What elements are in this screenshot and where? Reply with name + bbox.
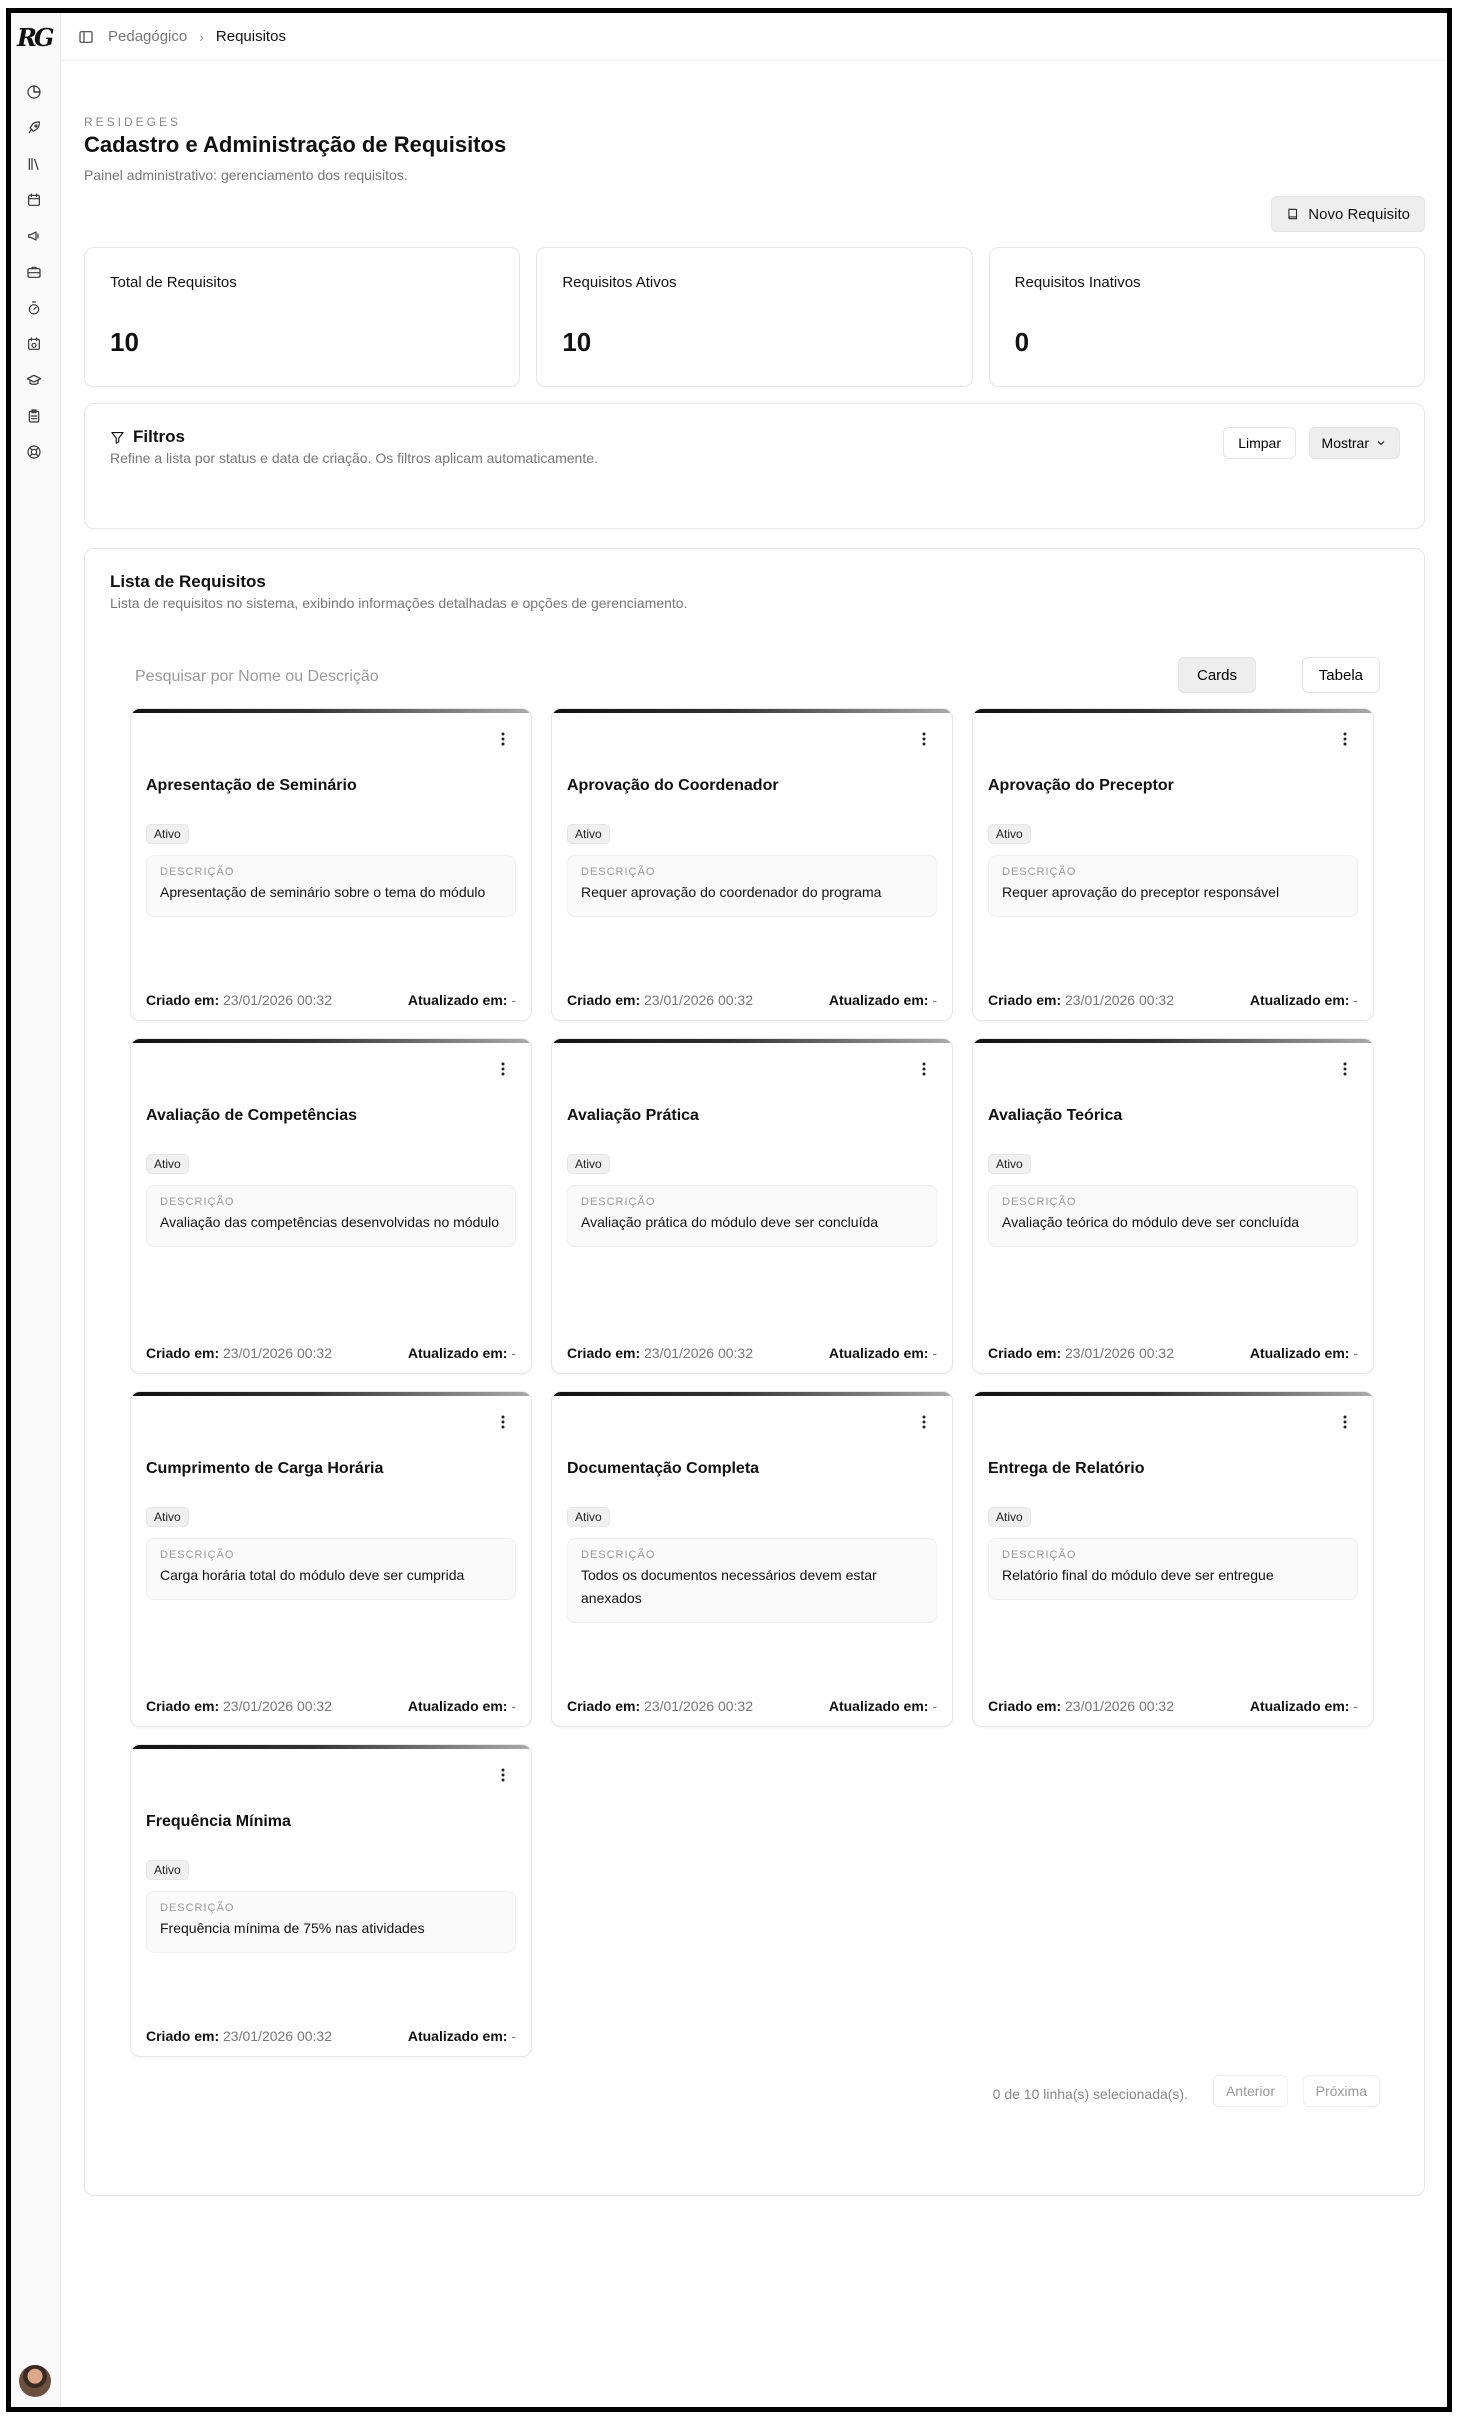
more-options-icon[interactable]: [918, 731, 930, 747]
updated-label: Atualizado em:: [407, 992, 508, 1008]
library-icon[interactable]: [24, 154, 44, 174]
updated-at: [408, 992, 516, 1008]
updated-value: -: [511, 1698, 516, 1714]
requirement-card[interactable]: [130, 708, 532, 1021]
description-text: Carga horária total do módulo deve ser cumprida: [160, 1567, 465, 1583]
requirement-name: Avaliação Teórica: [988, 1107, 1123, 1124]
filters-panel: [84, 403, 1425, 529]
new-requirement-label: Novo Requisito: [1308, 205, 1410, 223]
created-at: [146, 2028, 332, 2044]
breadcrumb-parent[interactable]: Pedagógico: [108, 28, 188, 45]
breadcrumb-current: Requisitos: [215, 28, 286, 45]
requirement-name: Documentação Completa: [567, 1460, 760, 1477]
updated-at: [408, 2028, 516, 2044]
chevron-right-icon: ›: [199, 28, 204, 45]
updated-value: -: [1353, 992, 1358, 1008]
created-at: [988, 1698, 1174, 1714]
card-footer: [146, 992, 516, 1008]
description-text: Requer aprovação do preceptor responsável: [1002, 884, 1280, 900]
description-box: [146, 1185, 516, 1247]
updated-label: Atualizado em:: [828, 1345, 929, 1361]
filters-title-text: Filtros: [133, 427, 185, 446]
description-box: [988, 1185, 1358, 1247]
requirement-name: Frequência Mínima: [146, 1813, 291, 1830]
filter-icon: [110, 430, 125, 445]
created-at: [567, 1345, 753, 1361]
stat-card-inactive: [989, 247, 1425, 387]
new-requirement-button[interactable]: [1271, 196, 1425, 232]
previous-page-button[interactable]: Anterior: [1213, 2075, 1288, 2107]
created-value: 23/01/2026 00:32: [644, 1698, 754, 1714]
updated-at: [829, 992, 937, 1008]
created-label: Criado em:: [988, 1698, 1062, 1714]
description-text: Avaliação prática do módulo deve ser concluída: [581, 1214, 879, 1230]
created-label: Criado em:: [567, 1698, 641, 1714]
description-label: DESCRIÇÃO: [160, 1902, 235, 1914]
updated-at: [408, 1345, 516, 1361]
card-footer: [988, 1345, 1358, 1361]
description-label: DESCRIÇÃO: [1002, 1196, 1077, 1208]
chevron-down-icon: [1375, 437, 1387, 449]
sidebar-toggle-icon[interactable]: [78, 29, 94, 45]
view-cards-button[interactable]: Cards: [1178, 657, 1256, 693]
requirement-card[interactable]: [551, 708, 953, 1021]
description-label: DESCRIÇÃO: [581, 1196, 656, 1208]
status-badge: Ativo: [567, 824, 610, 844]
description-label: DESCRIÇÃO: [1002, 866, 1077, 878]
description-box: [146, 1538, 516, 1600]
created-at: [988, 1345, 1174, 1361]
chart-pie-icon[interactable]: [24, 82, 44, 102]
description-box: [146, 1891, 516, 1953]
description-label: DESCRIÇÃO: [581, 1549, 656, 1561]
status-badge: Ativo: [988, 1154, 1031, 1174]
more-options-icon[interactable]: [497, 1414, 509, 1430]
selection-info: 0 de 10 linha(s) selecionada(s).: [992, 2086, 1188, 2102]
description-box: [567, 1185, 937, 1247]
main-area: [62, 13, 1447, 2407]
status-badge: Ativo: [146, 1507, 189, 1527]
card-footer: [567, 992, 937, 1008]
description-text: Avaliação teórica do módulo deve ser concluída: [1002, 1214, 1300, 1230]
stat-card-active: [536, 247, 972, 387]
card-footer: [988, 1698, 1358, 1714]
updated-at: [1250, 1345, 1358, 1361]
stat-value: 0: [1014, 327, 1030, 357]
updated-value: -: [932, 1698, 937, 1714]
page-eyebrow: RESIDEGES: [84, 115, 182, 129]
created-value: 23/01/2026 00:32: [1065, 1345, 1175, 1361]
updated-label: Atualizado em:: [828, 992, 929, 1008]
requirement-card[interactable]: [130, 1391, 532, 1727]
timer-icon[interactable]: [24, 298, 44, 318]
updated-label: Atualizado em:: [407, 2028, 508, 2044]
search-input[interactable]: [135, 662, 655, 692]
clear-filters-button[interactable]: Limpar: [1223, 427, 1296, 459]
created-label: Criado em:: [567, 1345, 641, 1361]
requirement-card[interactable]: [551, 1391, 953, 1727]
description-text: Apresentação de seminário sobre o tema do módulo: [160, 884, 486, 900]
status-badge: Ativo: [146, 824, 189, 844]
book-icon: [1286, 207, 1300, 221]
description-label: DESCRIÇÃO: [160, 1549, 235, 1561]
description-text: Requer aprovação do coordenador do programa: [581, 884, 882, 900]
calendar-clock-icon[interactable]: [24, 334, 44, 354]
requirement-card[interactable]: [972, 1038, 1374, 1374]
rocket-icon[interactable]: [24, 118, 44, 138]
updated-at: [829, 1698, 937, 1714]
created-at: [146, 992, 332, 1008]
description-box: [567, 1538, 937, 1623]
updated-label: Atualizado em:: [1249, 1698, 1350, 1714]
created-value: 23/01/2026 00:32: [644, 1345, 754, 1361]
updated-value: -: [932, 992, 937, 1008]
more-options-icon[interactable]: [1339, 1414, 1351, 1430]
requirement-name: Cumprimento de Carga Horária: [146, 1460, 384, 1477]
page-subtitle: Painel administrativo: gerenciamento dos requisitos.: [84, 167, 408, 183]
stat-value: 10: [110, 327, 139, 357]
created-value: 23/01/2026 00:32: [644, 992, 754, 1008]
status-badge: Ativo: [567, 1507, 610, 1527]
updated-at: [408, 1698, 516, 1714]
card-footer: [146, 1345, 516, 1361]
requirement-card[interactable]: [130, 1038, 532, 1374]
updated-label: Atualizado em:: [828, 1698, 929, 1714]
created-label: Criado em:: [988, 1345, 1062, 1361]
app-logo[interactable]: RG: [17, 23, 52, 52]
top-bar: [62, 13, 1447, 61]
calendar-icon[interactable]: [24, 190, 44, 210]
show-filters-label: Mostrar: [1321, 435, 1369, 451]
updated-label: Atualizado em:: [1249, 1345, 1350, 1361]
stat-label: Requisitos Inativos: [1014, 274, 1141, 291]
more-options-icon[interactable]: [497, 1767, 509, 1783]
stat-label: Total de Requisitos: [110, 274, 237, 291]
card-footer: [146, 2028, 516, 2044]
updated-label: Atualizado em:: [407, 1345, 508, 1361]
more-options-icon[interactable]: [497, 731, 509, 747]
description-label: DESCRIÇÃO: [1002, 1549, 1077, 1561]
created-value: 23/01/2026 00:32: [223, 1698, 333, 1714]
view-table-button[interactable]: Tabela: [1302, 657, 1380, 693]
requirements-list-panel: [84, 548, 1425, 2196]
more-options-icon[interactable]: [1339, 731, 1351, 747]
breadcrumb: [108, 28, 286, 45]
requirement-name: Apresentação de Seminário: [146, 777, 357, 794]
updated-value: -: [511, 992, 516, 1008]
icon-sidebar: [11, 13, 61, 2407]
card-footer: [988, 992, 1358, 1008]
created-at: [988, 992, 1174, 1008]
card-footer: [567, 1698, 937, 1714]
created-at: [146, 1698, 332, 1714]
requirement-name: Entrega de Relatório: [988, 1460, 1145, 1477]
created-label: Criado em:: [988, 992, 1062, 1008]
page-title: Cadastro e Administração de Requisitos: [84, 132, 507, 157]
requirement-card[interactable]: [972, 708, 1374, 1021]
description-label: DESCRIÇÃO: [160, 1196, 235, 1208]
created-value: 23/01/2026 00:32: [223, 1345, 333, 1361]
more-options-icon[interactable]: [918, 1061, 930, 1077]
description-label: DESCRIÇÃO: [581, 866, 656, 878]
show-filters-button[interactable]: [1309, 427, 1400, 459]
description-text: Todos os documentos necessários devem estar anexados: [581, 1567, 877, 1606]
created-label: Criado em:: [146, 1345, 220, 1361]
requirement-card[interactable]: [972, 1391, 1374, 1727]
status-badge: Ativo: [146, 1860, 189, 1880]
more-options-icon[interactable]: [497, 1061, 509, 1077]
filters-title: [110, 427, 185, 447]
created-at: [567, 992, 753, 1008]
card-footer: [567, 1345, 937, 1361]
created-value: 23/01/2026 00:32: [223, 2028, 333, 2044]
stat-label: Requisitos Ativos: [562, 274, 677, 291]
requirement-name: Avaliação Prática: [567, 1107, 699, 1124]
clipboard-icon[interactable]: [24, 406, 44, 426]
requirement-card[interactable]: [130, 1744, 532, 2057]
description-box: [988, 1538, 1358, 1600]
updated-value: -: [511, 2028, 516, 2044]
created-label: Criado em:: [567, 992, 641, 1008]
megaphone-icon[interactable]: [24, 226, 44, 246]
requirement-name: Avaliação de Competências: [146, 1107, 358, 1124]
description-box: [988, 855, 1358, 917]
more-options-icon[interactable]: [1339, 1061, 1351, 1077]
requirement-name: Aprovação do Preceptor: [988, 777, 1174, 794]
created-at: [567, 1698, 753, 1714]
requirement-card[interactable]: [551, 1038, 953, 1374]
filters-subtitle: Refine a lista por status e data de criação. Os filtros aplicam automaticamente.: [110, 450, 598, 466]
stat-card-total: [84, 247, 520, 387]
stat-value: 10: [562, 327, 592, 357]
updated-value: -: [511, 1345, 516, 1361]
requirement-name: Aprovação do Coordenador: [567, 777, 779, 794]
created-at: [146, 1345, 332, 1361]
more-options-icon[interactable]: [918, 1414, 930, 1430]
card-footer: [146, 1698, 516, 1714]
description-box: [146, 855, 516, 917]
user-avatar[interactable]: [19, 2365, 51, 2397]
graduation-cap-icon[interactable]: [24, 370, 44, 390]
updated-value: -: [932, 1345, 937, 1361]
app-window: [6, 8, 1452, 2412]
created-value: 23/01/2026 00:32: [1065, 1698, 1175, 1714]
next-page-button[interactable]: Próxima: [1303, 2075, 1380, 2107]
status-badge: Ativo: [988, 824, 1031, 844]
list-title: Lista de Requisitos: [110, 572, 266, 591]
updated-label: Atualizado em:: [1249, 992, 1350, 1008]
lifebuoy-icon[interactable]: [24, 442, 44, 462]
description-text: Frequência mínima de 75% nas atividades: [160, 1920, 425, 1936]
briefcase-icon[interactable]: [24, 262, 44, 282]
updated-at: [1250, 1698, 1358, 1714]
list-subtitle: Lista de requisitos no sistema, exibindo informações detalhadas e opções de gerenciamento.: [110, 595, 688, 611]
status-badge: Ativo: [567, 1154, 610, 1174]
created-label: Criado em:: [146, 1698, 220, 1714]
updated-value: -: [1353, 1345, 1358, 1361]
created-value: 23/01/2026 00:32: [1065, 992, 1175, 1008]
updated-label: Atualizado em:: [407, 1698, 508, 1714]
description-box: [567, 855, 937, 917]
created-value: 23/01/2026 00:32: [223, 992, 333, 1008]
stats-row: [84, 247, 1425, 387]
description-text: Relatório final do módulo deve ser entregue: [1002, 1567, 1274, 1583]
status-badge: Ativo: [988, 1507, 1031, 1527]
status-badge: Ativo: [146, 1154, 189, 1174]
description-text: Avaliação das competências desenvolvidas no módulo: [160, 1214, 500, 1230]
updated-at: [1250, 992, 1358, 1008]
updated-at: [829, 1345, 937, 1361]
created-label: Criado em:: [146, 992, 220, 1008]
updated-value: -: [1353, 1698, 1358, 1714]
created-label: Criado em:: [146, 2028, 220, 2044]
description-label: DESCRIÇÃO: [160, 866, 235, 878]
